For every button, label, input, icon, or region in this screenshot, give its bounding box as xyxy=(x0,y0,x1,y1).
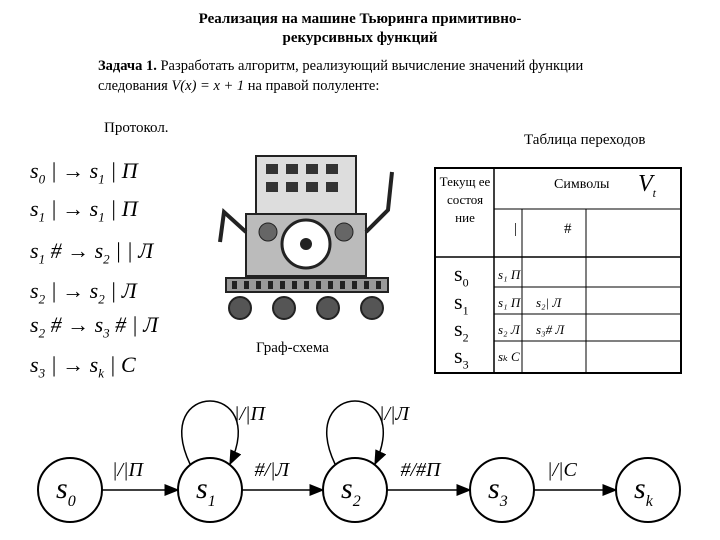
write-symbol: | xyxy=(104,278,122,303)
col-bar-header: | xyxy=(514,221,518,237)
row-state: $s_3$ xyxy=(454,343,469,372)
row-state: $s_1$ xyxy=(454,289,469,318)
row-cell-bar: sₖ С xyxy=(498,349,520,364)
read-symbol: # → xyxy=(45,238,95,263)
task-label: Задача 1. xyxy=(98,58,157,74)
task-line2-prefix: следования xyxy=(98,78,168,94)
read-symbol: # → xyxy=(45,312,95,337)
state-symbol: s xyxy=(30,278,39,303)
graph-diagram xyxy=(0,390,720,540)
state-index: k xyxy=(98,365,104,381)
action-symbol: П xyxy=(121,158,138,183)
state-index: 3 xyxy=(103,325,110,341)
graph-node xyxy=(178,458,242,522)
action-symbol: С xyxy=(121,352,136,377)
graph-edge-label: #/|Л xyxy=(254,459,290,481)
state-index: 1 xyxy=(98,171,105,187)
protocol-line xyxy=(30,196,138,225)
state-index: 2 xyxy=(98,291,105,307)
row-state: $s_2$ xyxy=(454,316,469,345)
graph-node-label: $s_0$ xyxy=(56,472,76,510)
read-symbol: | → xyxy=(45,196,90,221)
graph-loop xyxy=(327,401,384,464)
protocol-line xyxy=(30,312,158,341)
state-symbol: s xyxy=(94,312,104,337)
protocol-line xyxy=(30,238,153,267)
graph-edge-label: |/|П xyxy=(112,459,143,481)
state-index: 1 xyxy=(98,209,105,225)
page-title-line1: Реализация на машине Тьюринга примитивно- xyxy=(198,11,522,27)
state-symbol: s xyxy=(89,196,99,221)
task-line2-suffix: на правой полуленте: xyxy=(247,78,380,94)
graph-node xyxy=(616,458,680,522)
page-title-line2: рекурсивных функций xyxy=(282,30,438,46)
state-index: 2 xyxy=(38,325,46,341)
row-cell-bar: s₁ П xyxy=(498,267,521,282)
state-symbol: s xyxy=(30,196,39,221)
state-symbol: s xyxy=(30,158,39,183)
task-line1: Разработать алгоритм, реализующий вычисление значений функции xyxy=(160,58,584,74)
protocol-line xyxy=(30,352,136,381)
state-index: 0 xyxy=(38,171,46,187)
action-symbol: Л xyxy=(138,238,154,263)
graph-node xyxy=(470,458,534,522)
row-cell-bar: s₂ Л xyxy=(498,322,520,337)
state-symbol: s xyxy=(94,238,104,263)
write-symbol: | xyxy=(104,196,122,221)
row-cell-hash: s₃# Л xyxy=(536,322,565,337)
state-symbol: s xyxy=(89,158,99,183)
state-index: 1 xyxy=(38,209,46,225)
state-symbol: s xyxy=(30,312,39,337)
graph-loop-label: |/|П xyxy=(234,403,265,425)
graph-node xyxy=(323,458,387,522)
graph-node-label: $s_3$ xyxy=(488,472,508,510)
row-state: $s_0$ xyxy=(454,261,469,290)
graph-edge-label: |/|С xyxy=(547,459,577,481)
state-symbol: s xyxy=(30,238,39,263)
graph-label: Граф-схема xyxy=(256,340,329,356)
graph-node-label: $s_k$ xyxy=(634,472,653,510)
graph-node xyxy=(38,458,102,522)
state-index: 2 xyxy=(103,251,110,267)
state-symbol: s xyxy=(30,352,39,377)
action-symbol: Л xyxy=(143,312,159,337)
protocol-line xyxy=(30,158,138,187)
write-symbol: | xyxy=(103,352,122,377)
state-symbol: s xyxy=(89,352,99,377)
protocol-label: Протокол. xyxy=(104,120,169,136)
col-hash-header: # xyxy=(564,221,572,237)
write-symbol: | xyxy=(104,158,122,183)
graph-node-label: $s_1$ xyxy=(196,472,216,510)
task-formula: V(x) = x + 1 xyxy=(171,78,245,94)
state-index: 1 xyxy=(38,251,46,267)
read-symbol: | → xyxy=(45,158,90,183)
write-symbol: | | xyxy=(109,238,139,263)
graph-edge-label: #/#П xyxy=(400,459,441,481)
write-symbol: # | xyxy=(109,312,144,337)
header-current-state: Текущ ее состоя ние xyxy=(439,174,491,225)
table-label: Таблица переходов xyxy=(524,132,646,148)
state-symbol: s xyxy=(89,278,99,303)
action-symbol: Л xyxy=(121,278,137,303)
graph-node-label: $s_2$ xyxy=(341,472,361,510)
read-symbol: | → xyxy=(45,278,90,303)
header-symbols: Символы xyxy=(554,177,610,192)
state-index: 2 xyxy=(38,291,46,307)
protocol-line xyxy=(30,278,137,307)
transition-table xyxy=(434,167,682,374)
vt-symbol: $V_t$ xyxy=(638,171,657,200)
graph-loop-label: |/|Л xyxy=(379,403,410,425)
action-symbol: П xyxy=(121,196,138,221)
row-cell-hash: s₂| Л xyxy=(536,295,562,310)
row-cell-bar: s₁ П xyxy=(498,295,521,310)
task-text xyxy=(98,56,718,96)
state-index: 3 xyxy=(38,365,46,381)
robot-illustration xyxy=(216,152,398,322)
graph-loop xyxy=(182,401,239,464)
read-symbol: | → xyxy=(45,352,90,377)
